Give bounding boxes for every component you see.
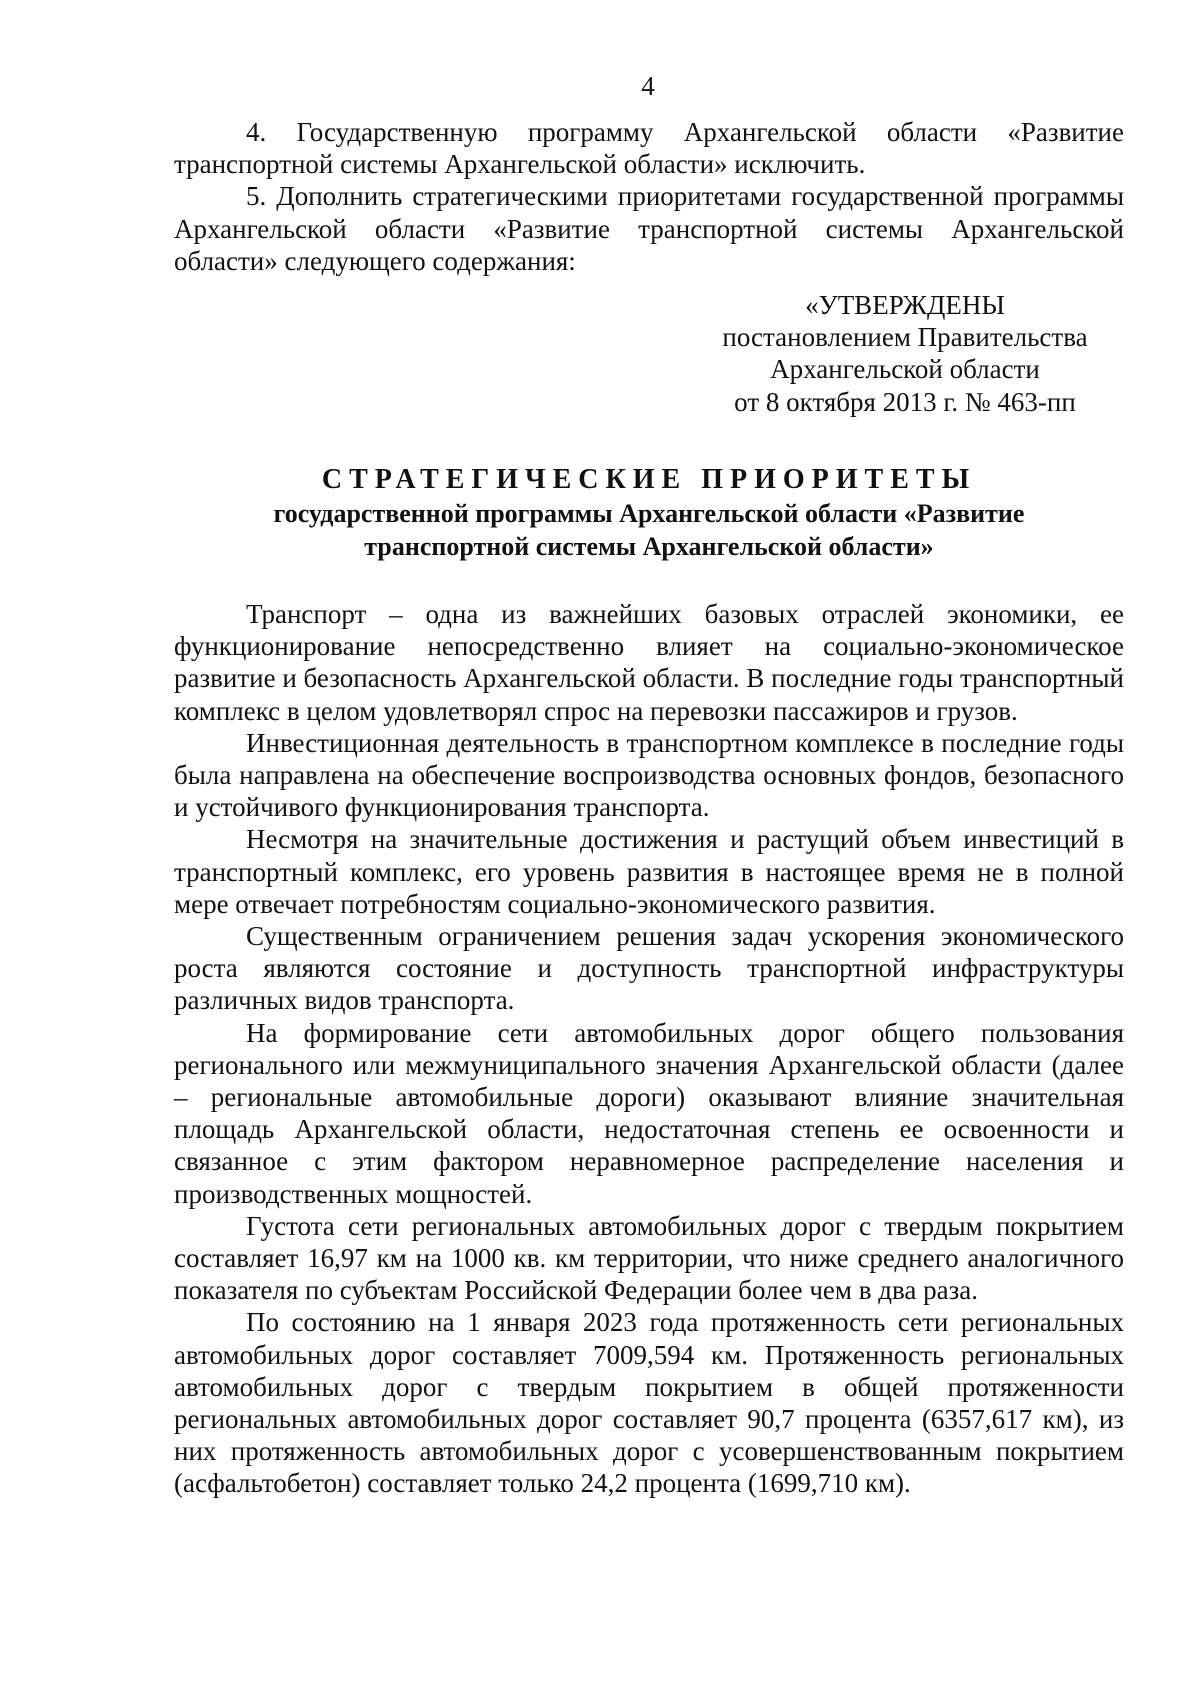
approval-title: «УТВЕРЖДЕНЫ [805,290,1005,320]
approval-line-date: от 8 октября 2013 г. № 463-пп [734,386,1076,417]
heading-subtitle-line-1: государственной программы Архангельской области «Развитие [273,499,1025,528]
paragraph-road-network-factors: На формирование сети автомобильных дорог общего пользования регионального или межмуниципального значения Архангельской области (далее – региональные автомобильные дороги) оказывают влияние значительная площадь Архангельской области, недостаточная степень ее освоенности и связанное с этим фактором неравномерное распределение населения и производственных мощностей. [174,1017,1124,1209]
approval-line-resolution: постановлением Правительства [722,322,1088,353]
approval-stamp-block [680,289,1130,418]
heading-title: СТРАТЕГИЧЕСКИЕ ПРИОРИТЕТЫ [321,464,977,495]
intro-section [174,116,1124,277]
paragraph-investment: Инвестиционная деятельность в транспортном комплексе в последние годы была направлена на обеспечение воспроизводства основных фондов, безопасного и устойчивого функционирования транспорта. [174,727,1124,823]
approval-line-region: Архангельской области [770,354,1040,385]
paragraph-exclude-program: 4. Государственную программу Архангельской области «Развитие транспортной системы Архангельской области» исключить. [174,117,1124,180]
paragraph-development-level: Несмотря на значительные достижения и растущий объем инвестиций в транспортный комплекс, его уровень развития в настоящее время не в полной мере отвечает потребностям социально-экономического развития. [174,824,1124,919]
paragraph-road-length: По состоянию на 1 января 2023 года протяженность сети региональных автомобильных дорог составляет 7009,594 км. Протяженность региональных автомобильных дорог с твердым покрытием в общей протяженности региональных автомобильных дорог составляет 90,7 процента (6357,617 км), из них протяженность автомобильных дорог с усовершенствованным покрытием (асфальтобетон) составляет только 24,2 процента (1699,710 км). [174,1307,1124,1499]
heading-subtitle-line-2: транспортной системы Архангельской области» [364,532,934,561]
paragraph-limitations: Существенным ограничением решения задач ускорения экономического роста являются состояние и доступность транспортной инфраструктуры различных видов транспорта. [174,921,1124,1016]
document-heading [174,463,1124,563]
paragraph-transport-role: Транспорт – одна из важнейших базовых отраслей экономики, ее функционирование непосредственно влияет на социально-экономическое развитие и безопасность Архангельской области. В последние годы транспортный комплекс в целом удовлетворял спрос на перевозки пассажиров и грузов. [174,599,1124,726]
body-section [174,598,1124,1500]
paragraph-add-priorities: 5. Дополнить стратегическими приоритетами государственной программы Архангельской области «Развитие транспортной системы Архангельской области» следующего содержания: [174,181,1124,276]
page-number: 4 [641,71,655,101]
paragraph-road-density: Густота сети региональных автомобильных дорог с твердым покрытием составляет 16,97 км на 1000 кв. км территории, что ниже среднего аналогичного показателя по субъектам Российской Федерации более чем в два раза. [174,1210,1124,1306]
